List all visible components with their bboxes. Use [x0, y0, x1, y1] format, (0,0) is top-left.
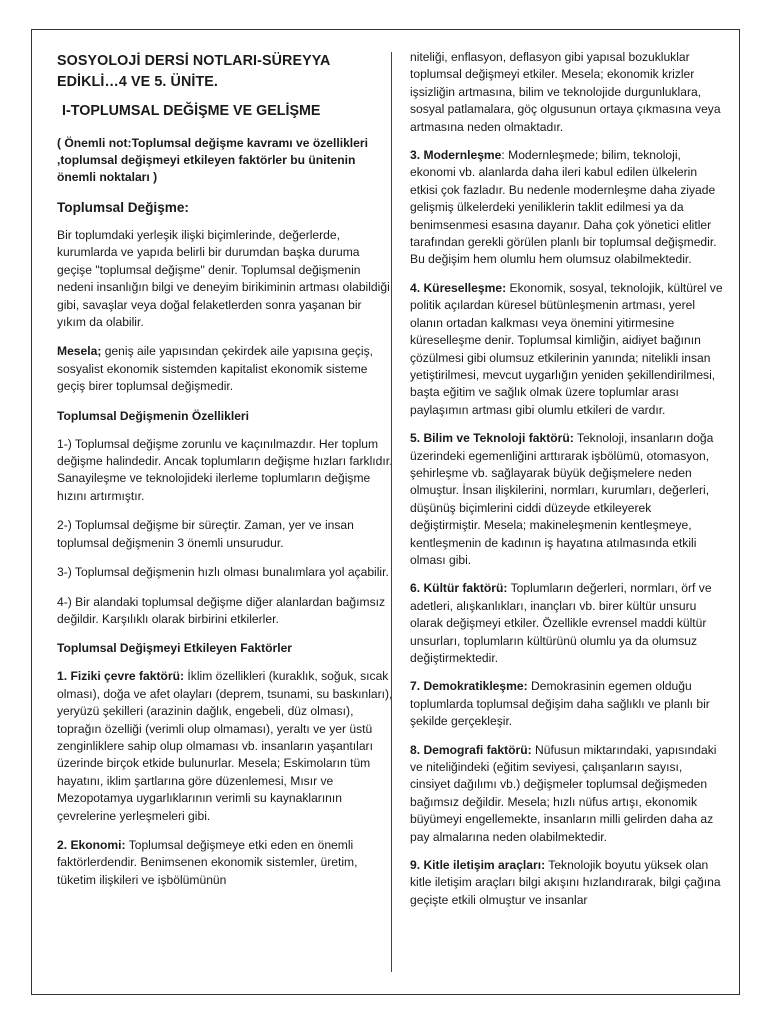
unit-heading: I-TOPLUMSAL DEĞİŞME VE GELİŞME — [62, 103, 321, 119]
feature-item: 2-) Toplumsal değişme bir süreçtir. Zaman, yer ve insan toplumsal değişmenin 3 önemli unsurudur. — [57, 518, 354, 550]
factor-label: 2. Ekonomi: — [57, 837, 126, 852]
page-frame — [31, 29, 740, 995]
factor-text: Ekonomik, sosyal, teknolojik, kültürel ve politik açılardan küresel bütünleşmenin artması, yerel olanın ortadan kalkması veya önemini yitirmesine küreselleşme denir. Toplumsal kimliğin, aidiyet bağının çözülmesi gibi olumsuz etkilerinin yanında; nitelikli insan yetiştirilmesi, mevcut uygarlığın yeniden şekillendirilmesi, başta eğitim ve sağlık olmak üzere toplumlar arası paylaşımın artması gibi olumlu etkileri de vardır. — [410, 280, 723, 417]
paragraph-example — [57, 343, 393, 395]
document-title: SOSYOLOJİ DERSİ NOTLARI-SÜREYYA EDİKLİ…4 VE 5. ÜNİTE. — [57, 53, 330, 90]
section-heading-social-change: Toplumsal Değişme: — [57, 200, 189, 215]
feature-item: 4-) Bir alandaki toplumsal değişme diğer alanlardan bağımsız değildir. Karşılıklı olarak birbirini etkilerler. — [57, 594, 386, 626]
example-text: geniş aile yapısından çekirdek aile yapısına geçiş, sosyalist ekonomik sistemden kapitalist ekonomik sisteme geçiş birer toplumsal değişmedir. — [57, 344, 373, 394]
paragraph-definition: Bir toplumdaki yerleşik ilişki biçimlerinde, değerlerde, kurumlarda ve yapıda belirli bir durumdan başka duruma geçişe "toplumsal değişme" denir. Toplumsal değişmenin nedeni insanlığın bilgi ve deneyim birikiminin artması olabildiği gibi, savaşlar veya doğal felaketlerden sonra yaşanan bir yıkım da olabilir. — [57, 228, 390, 330]
factor-text: Nüfusun miktarındaki, yapısındaki ve niteliğindeki (eğitim seviyesi, çalışanların sayısı, cinsiyet dağılımı vb.) değişmeler toplumsal değişmeden bağımsız değildir. Mesela; hızlı nüfus artışı, ekonomik büyümeyi engellemekte, insanların milli gelirden daha az pay almalarına neden olabilmektedir. — [410, 742, 717, 844]
factor-label: 8. Demografi faktörü: — [410, 742, 532, 757]
factor-text: Demokrasinin egemen olduğu toplumlarda toplumsal değişim daha sağlıklı ve planlı bir şekilde gerçekleşir. — [410, 679, 710, 729]
factor-label: 1. Fiziki çevre faktörü: — [57, 669, 185, 684]
factor-physical-environment — [57, 668, 393, 825]
factor-text: Teknoloji, insanların doğa üzerindeki egemenliğini arttırarak işbölümü, otomasyon, şehirleşme vb. sağlayarak büyük değişmelere neden olmuştur. İnsan ilişkilerini, normları, kurumları, değerleri, düşünüş biçimlerini ciddi düzeyde etkileyerek değiştirmiştir. Mesela; makineleşmenin kentleşmeye, kentleşmenin de kadının iş hayatına atılmasında etkili olması gibi. — [410, 431, 714, 567]
factor-demography — [410, 742, 724, 846]
factor-text: Toplumsal değişmeye etki eden en önemli faktörlerdendir. Benimsenen ekonomik sistemler, üretim, tüketim ilişkileri ve işbölümünün — [57, 837, 358, 887]
factor-label: 4. Küreselleşme: — [410, 280, 507, 295]
factor-mass-media — [410, 857, 724, 909]
factor-label: 3. Modernleşme — [410, 148, 502, 163]
factor-economy-continued: niteliği, enflasyon, deflasyon gibi yapısal bozukluklar toplumsal değişmeyi etkiler. Mesela; ekonomik krizler işsizliğin artmasına, bilim ve teknolojide durgunluklara, sosyal patlamalara, göç olgusunun ortaya çıkmasına veya artmasına neden olmaktadır. — [410, 51, 721, 134]
factor-text: : Modernleşmede; bilim, teknoloji, ekonomi vb. alanlarda daha ileri kabul edilen ülkelerin etkisi çok fazladır. Bu nedenle modernleşme daha ziyade gelişmiş ülkelerdeki yeniliklerin taklit edilmesi ya da benimsenmesi esasına dayanır. Daha çok yönetici elitler tarafından gerekli görülen planlı bir toplumsal değişmedir. Bu değişim hem olumlu hem olumsuz olabilmektedir. — [410, 148, 717, 267]
factor-economy — [57, 837, 393, 889]
left-column — [57, 51, 393, 994]
factor-label: 7. Demokratikleşme: — [410, 679, 528, 694]
factor-culture — [410, 580, 724, 667]
factor-label: 6. Kültür faktörü: — [410, 581, 508, 596]
section-heading-factors: Toplumsal Değişmeyi Etkileyen Faktörler — [57, 641, 293, 656]
column-divider — [391, 52, 392, 972]
right-column — [410, 51, 724, 994]
factor-science-technology — [410, 430, 724, 569]
factor-text: İklim özellikleri (kuraklık, soğuk, sıcak olması), doğa ve afet olayları (deprem, tsunami, su baskınları), yeryüzü şekilleri (arazinin dağlık, engebeli, düz olması), toprağın özelliği (verimli olup olmaması), yeraltı ve yer üstü zenginliklere sahip olup olmaması vb. insanların yaşantıları üzerinde birçok etkide bulunurlar. Mesela; Eskimoların tüm hayatını, iklim şartlarına göre düzenlemesi, Mısır ve Mezopotamya uygarlıklarının verimli su kaynaklarının çevrelerine yerleşmeleri gibi. — [57, 669, 393, 823]
factor-text: Toplumların değerleri, normları, örf ve adetleri, alışkanlıkları, inançları vb. birer kültür unsuru olarak değişmeyi etkiler. Özellikle evrensel maddi kültür unsurları, toplumların kültürünü olumlu ya da olumsuz değiştirmektedir. — [410, 581, 712, 665]
factor-globalization — [410, 280, 724, 419]
important-note: ( Önemli not:Toplumsal değişme kavramı ve özellikleri ,toplumsal değişmeyi etkileyen faktörler bu ünitenin önemli noktaları ) — [57, 136, 368, 184]
feature-item: 1-) Toplumsal değişme zorunlu ve kaçınılmazdır. Her toplum değişme halindedir. Ancak toplumların değişme hızları farklıdır. Sanayileşme ve teknolojideki ilerleme toplumların değişme hızını artırmıştır. — [57, 436, 393, 503]
factor-text: Teknolojik boyutu yüksek olan kitle iletişim araçları bilgi akışını hızlandırarak, bilgi çağına geçişte etkili olmuştur ve insanlar — [410, 858, 721, 907]
section-heading-features: Toplumsal Değişmenin Özellikleri — [57, 408, 249, 423]
example-label: Mesela; — [57, 344, 102, 359]
factor-label: 9. Kitle iletişim araçları: — [410, 858, 546, 873]
feature-item: 3-) Toplumsal değişmenin hızlı olması bunalımlara yol açabilir. — [57, 565, 389, 580]
factor-democratization — [410, 678, 724, 730]
factor-label: 5. Bilim ve Teknoloji faktörü: — [410, 431, 574, 446]
factor-modernization — [410, 147, 724, 269]
